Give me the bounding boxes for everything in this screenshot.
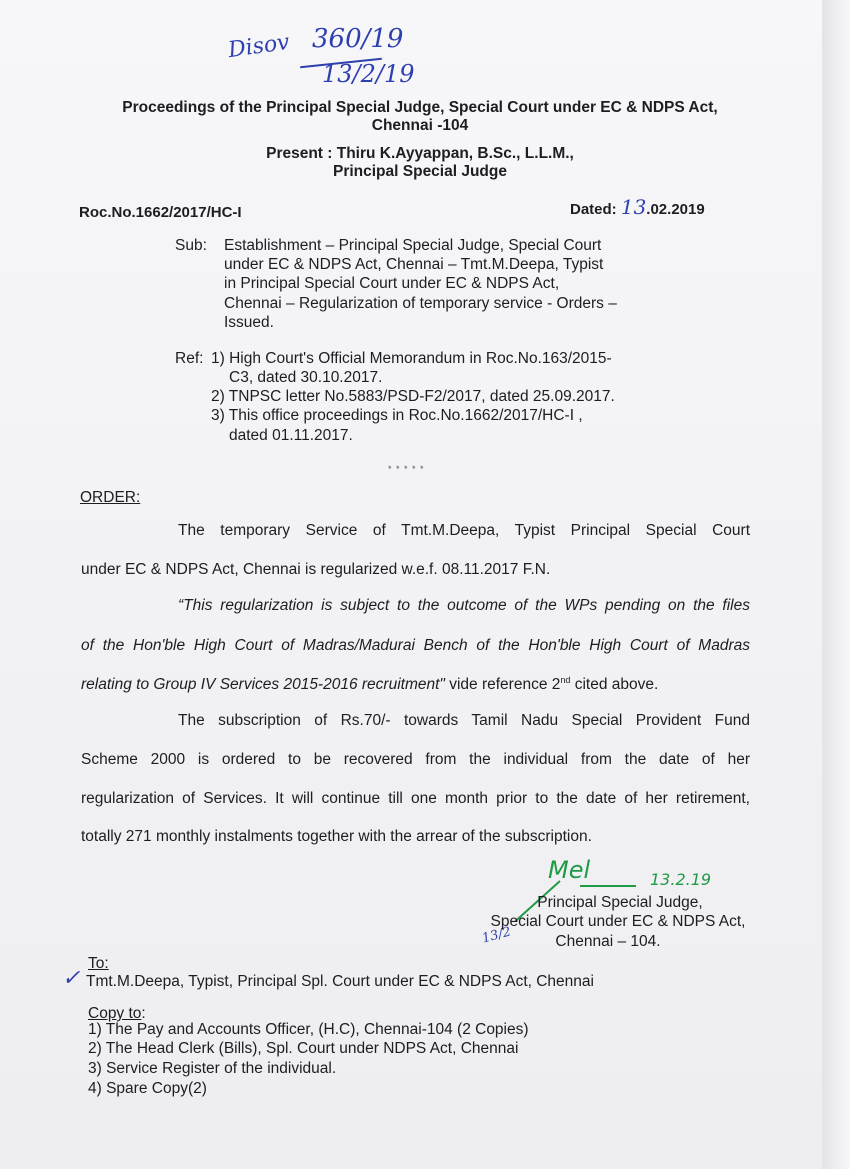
order-heading: ORDER: bbox=[80, 489, 141, 506]
signature-stroke bbox=[580, 885, 636, 887]
signature-date: 13.2.19 bbox=[650, 870, 712, 889]
copy-to-label: Copy to bbox=[88, 1005, 142, 1022]
condition-paragraph-line: “This regularization is subject to the outcome of the WPs pending on the files bbox=[178, 597, 750, 614]
copy-to-item: 3) Service Register of the individual. bbox=[88, 1060, 337, 1077]
condition-quote-end: relating to Group IV Services 2015-2016 recruitment" bbox=[81, 676, 445, 694]
condition-paragraph-line: of the Hon'ble High Court of Madras/Madurai Bench of the Hon'ble High Court of Madras bbox=[81, 637, 750, 654]
proceedings-title-location: Chennai -104 bbox=[371, 117, 469, 134]
dated-day-handwritten: 13 bbox=[620, 195, 647, 219]
reference-line: C3, dated 30.10.2017. bbox=[229, 369, 383, 386]
handwritten-initials-date: 13/2 bbox=[480, 924, 513, 947]
handwritten-date: 13/2/19 bbox=[322, 60, 415, 88]
condition-paragraph-line bbox=[81, 675, 658, 694]
to-label: To: bbox=[88, 955, 109, 972]
subject-line: Chennai – Regularization of temporary service - Orders – bbox=[224, 295, 617, 312]
copy-to-item: 1) The Pay and Accounts Officer, (H.C), Chennai-104 (2 Copies) bbox=[88, 1021, 529, 1038]
copy-to-item: 4) Spare Copy(2) bbox=[88, 1080, 207, 1097]
copy-to-item: 2) The Head Clerk (Bills), Spl. Court under NDPS Act, Chennai bbox=[88, 1040, 519, 1057]
condition-tail: cited above. bbox=[570, 676, 659, 694]
condition-reference: vide reference 2 bbox=[444, 676, 561, 694]
order-paragraph-line: The temporary Service of Tmt.M.Deepa, Typist Principal Special Court bbox=[178, 522, 750, 539]
present-judge: Present : Thiru K.Ayyappan, B.Sc., L.L.M., bbox=[266, 145, 574, 162]
scan-edge bbox=[822, 0, 850, 1169]
subject-line: under EC & NDPS Act, Chennai – Tmt.M.Deepa, Typist bbox=[224, 256, 604, 273]
subscription-paragraph-line: totally 271 monthly instalments together with the arrear of the subscription. bbox=[81, 828, 592, 845]
dated-month-year: .02.2019 bbox=[646, 201, 705, 218]
reference-line: dated 01.11.2017. bbox=[229, 427, 353, 444]
subscription-paragraph-line: The subscription of Rs.70/- towards Tamil Nadu Special Provident Fund bbox=[178, 712, 750, 729]
separator-stars: * * * * * bbox=[388, 464, 425, 474]
roc-number: Roc.No.1662/2017/HC-I bbox=[79, 204, 242, 221]
subscription-paragraph-line: regularization of Services. It will continue till one month prior to the date of her retirement, bbox=[81, 790, 750, 807]
to-recipient: Tmt.M.Deepa, Typist, Principal Spl. Court under EC & NDPS Act, Chennai bbox=[86, 973, 594, 990]
dated bbox=[570, 195, 705, 219]
reference-line: 3) This office proceedings in Roc.No.1662/2017/HC-I , bbox=[211, 407, 583, 424]
signatory-location: Chennai – 104. bbox=[555, 933, 661, 950]
ordinal-suffix: nd bbox=[560, 675, 571, 685]
subject-label: Sub: bbox=[175, 237, 207, 254]
signature: Mel bbox=[548, 856, 591, 884]
subscription-paragraph-line: Scheme 2000 is ordered to be recovered from the individual from the date of her bbox=[81, 751, 750, 768]
handwritten-disposal-note: Disov bbox=[226, 29, 292, 64]
reference-label: Ref: bbox=[175, 350, 204, 367]
present-designation: Principal Special Judge bbox=[332, 163, 507, 180]
reference-line: 2) TNPSC letter No.5883/PSD-F2/2017, dated 25.09.2017. bbox=[211, 388, 615, 405]
subject-line: Establishment – Principal Special Judge, Special Court bbox=[224, 237, 602, 254]
proceedings-title: Proceedings of the Principal Special Judge, Special Court under EC & NDPS Act, bbox=[122, 99, 718, 116]
subject-line: in Principal Special Court under EC & NDPS Act, bbox=[224, 275, 560, 292]
tick-mark-icon: ✓ bbox=[62, 966, 81, 991]
dated-label: Dated: bbox=[570, 201, 617, 218]
reference-line: 1) High Court's Official Memorandum in Roc.No.163/2015- bbox=[211, 350, 612, 367]
signatory-court: Special Court under EC & NDPS Act, bbox=[490, 913, 746, 930]
handwritten-number: 360/19 bbox=[312, 24, 404, 54]
order-paragraph-line: under EC & NDPS Act, Chennai is regularized w.e.f. 08.11.2017 F.N. bbox=[81, 561, 551, 578]
copy-to-heading: Copy to: bbox=[88, 1005, 146, 1022]
subject-line: Issued. bbox=[224, 314, 274, 331]
signatory-designation: Principal Special Judge, bbox=[537, 894, 703, 911]
